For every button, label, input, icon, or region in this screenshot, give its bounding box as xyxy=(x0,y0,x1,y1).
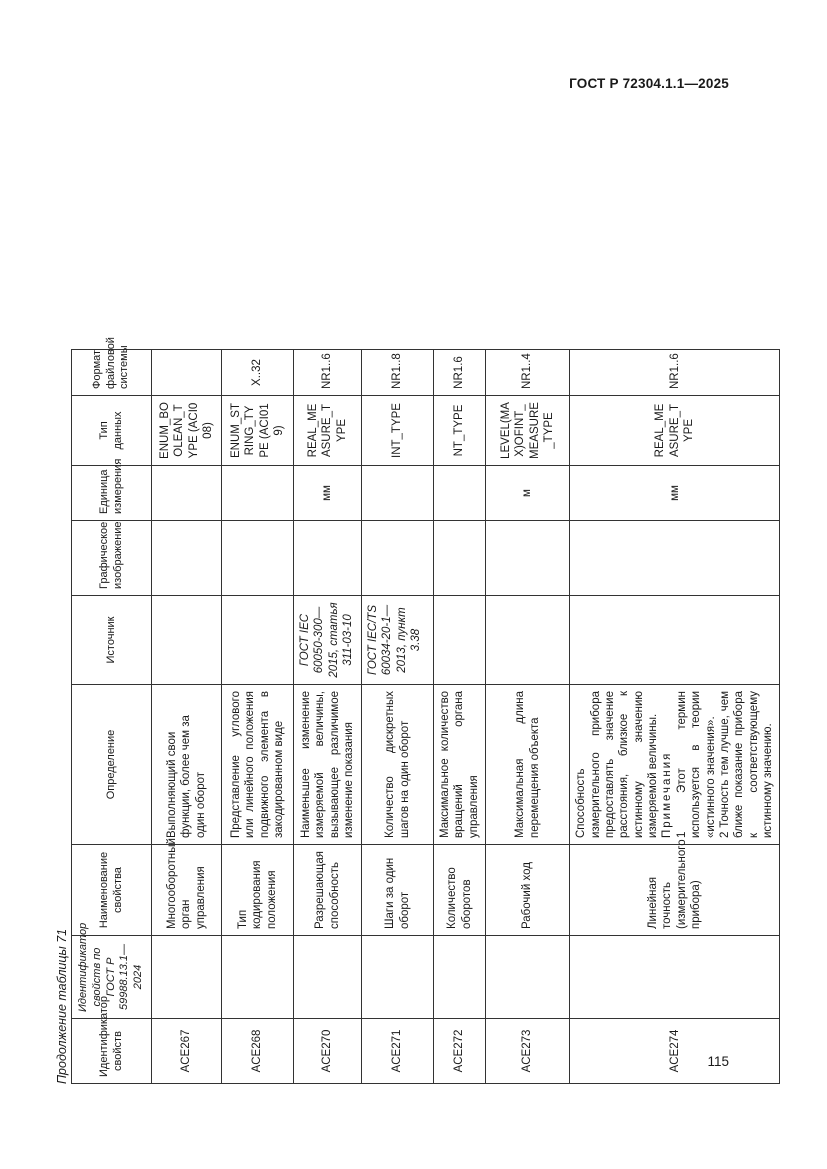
cell-definition: Количество дискретных шагов на один оборот xyxy=(362,685,434,845)
cell-id: ACE271 xyxy=(362,1019,434,1084)
cell-format: NR1..6 xyxy=(294,350,362,396)
cell-source xyxy=(486,596,570,685)
cell-datatype: REAL_MEASURE_TYPE xyxy=(570,396,780,466)
cell-id: ACE270 xyxy=(294,1019,362,1084)
table-row xyxy=(152,350,222,1084)
cell-name: Многооборотный орган управления xyxy=(152,845,222,936)
cell-id: ACE274 xyxy=(570,1019,780,1084)
col-header-definition: Определение xyxy=(72,685,152,845)
cell-id: ACE273 xyxy=(486,1019,570,1084)
col-header-unit: Единица измерения xyxy=(72,466,152,521)
cell-graphic xyxy=(570,521,780,596)
cell-graphic xyxy=(434,521,486,596)
note-1: 1 Этот термин используется в теории «истинного значения». xyxy=(675,691,717,838)
col-header-format: Формат файловой системы xyxy=(72,350,152,396)
page-number: 115 xyxy=(707,1054,729,1069)
col-header-id: Идентификатор свойств xyxy=(72,1019,152,1084)
col-header-gost-id: Идентификатор свойств по ГОСТ Р 59988.13.1—2024 xyxy=(72,936,152,1019)
cell-definition: Выполняющий свои функции, более чем за один оборот xyxy=(152,685,222,845)
cell-unit: мм xyxy=(570,466,780,521)
table-header-row xyxy=(72,350,152,1084)
cell-format: NR1..4 xyxy=(486,350,570,396)
cell-datatype: ENUM_STRING_TYPE (ACI019) xyxy=(222,396,294,466)
cell-definition: Наименьшее изменение измеряемой величины, вызывающее различимое изменение показания xyxy=(294,685,362,845)
cell-name: Шаги за один оборот xyxy=(362,845,434,936)
cell-unit: мм xyxy=(294,466,362,521)
cell-id: ACE272 xyxy=(434,1019,486,1084)
cell-name: Тип кодирования положения xyxy=(222,845,294,936)
cell-definition: Максимальная длина перемещения объекта xyxy=(486,685,570,845)
cell-source xyxy=(434,596,486,685)
cell-unit xyxy=(362,466,434,521)
document-header: ГОСТ Р 72304.1.1—2025 xyxy=(569,76,729,91)
cell-graphic xyxy=(486,521,570,596)
cell-unit xyxy=(434,466,486,521)
cell-datatype: INT_TYPE xyxy=(362,396,434,466)
cell-format xyxy=(152,350,222,396)
cell-graphic xyxy=(222,521,294,596)
cell-graphic xyxy=(152,521,222,596)
cell-source xyxy=(222,596,294,685)
cell-format: NR1..6 xyxy=(570,350,780,396)
col-header-source: Источник xyxy=(72,596,152,685)
table-row xyxy=(294,350,362,1084)
cell-source: ГОСТ IEC 60050-300—2015, статья 311-03-10 xyxy=(294,596,362,685)
cell-id: ACE268 xyxy=(222,1019,294,1084)
cell-datatype: NT_TYPE xyxy=(434,396,486,466)
cell-source xyxy=(570,596,780,685)
col-header-datatype: Тип данных xyxy=(72,396,152,466)
cell-gost-id xyxy=(152,936,222,1019)
table-row xyxy=(222,350,294,1084)
cell-unit xyxy=(152,466,222,521)
cell-name: Разрешающая способность xyxy=(294,845,362,936)
table-caption: Продолжение таблицы 71 xyxy=(55,928,69,1084)
cell-datatype: LEVEL(MAX)OFINT_MEASURE_TYPE xyxy=(486,396,570,466)
cell-datatype: REAL_MEASURE_TYPE xyxy=(294,396,362,466)
cell-definition xyxy=(570,685,780,845)
col-header-name: Наименование свойства xyxy=(72,845,152,936)
cell-source xyxy=(152,596,222,685)
cell-definition: Максимальное количество вращений органа управления xyxy=(434,685,486,845)
properties-table xyxy=(71,337,780,1084)
cell-name: Количество оборотов xyxy=(434,845,486,936)
cell-definition: Представление углового или линейного положения подвижного элемента в закодированном виде xyxy=(222,685,294,845)
col-header-graphic: Графическое изображение xyxy=(72,521,152,596)
definition-text: Способность измерительного прибора предоставлять значение расстояния, близкое к истинному значению измеряемой величины. xyxy=(575,691,659,838)
table-row xyxy=(486,350,570,1084)
table-row xyxy=(570,350,780,1084)
cell-unit: м xyxy=(486,466,570,521)
cell-gost-id xyxy=(486,936,570,1019)
cell-id: ACE267 xyxy=(152,1019,222,1084)
cell-gost-id xyxy=(362,936,434,1019)
cell-name: Рабочий ход xyxy=(486,845,570,936)
cell-name: Линейная точность (измерительного прибора) xyxy=(570,845,780,936)
cell-graphic xyxy=(294,521,362,596)
cell-unit xyxy=(222,466,294,521)
table-row xyxy=(434,350,486,1084)
note-2: 2 Точность тем лучше, чем ближе показание прибора к соответствующему истинному значению. xyxy=(718,691,774,838)
table-row xyxy=(362,350,434,1084)
cell-gost-id xyxy=(294,936,362,1019)
notes-heading: Примечания xyxy=(661,751,674,838)
cell-gost-id xyxy=(434,936,486,1019)
cell-source: ГОСТ IEC/TS 60034-20-1—2013, пункт 3.38 xyxy=(362,596,434,685)
cell-gost-id xyxy=(570,936,780,1019)
cell-format: X..32 xyxy=(222,350,294,396)
cell-datatype: ENUM_BOOLEAN_TYPE (ACI008) xyxy=(152,396,222,466)
cell-graphic xyxy=(362,521,434,596)
cell-gost-id xyxy=(222,936,294,1019)
cell-format: NR1..8 xyxy=(362,350,434,396)
cell-format: NR1.6 xyxy=(434,350,486,396)
